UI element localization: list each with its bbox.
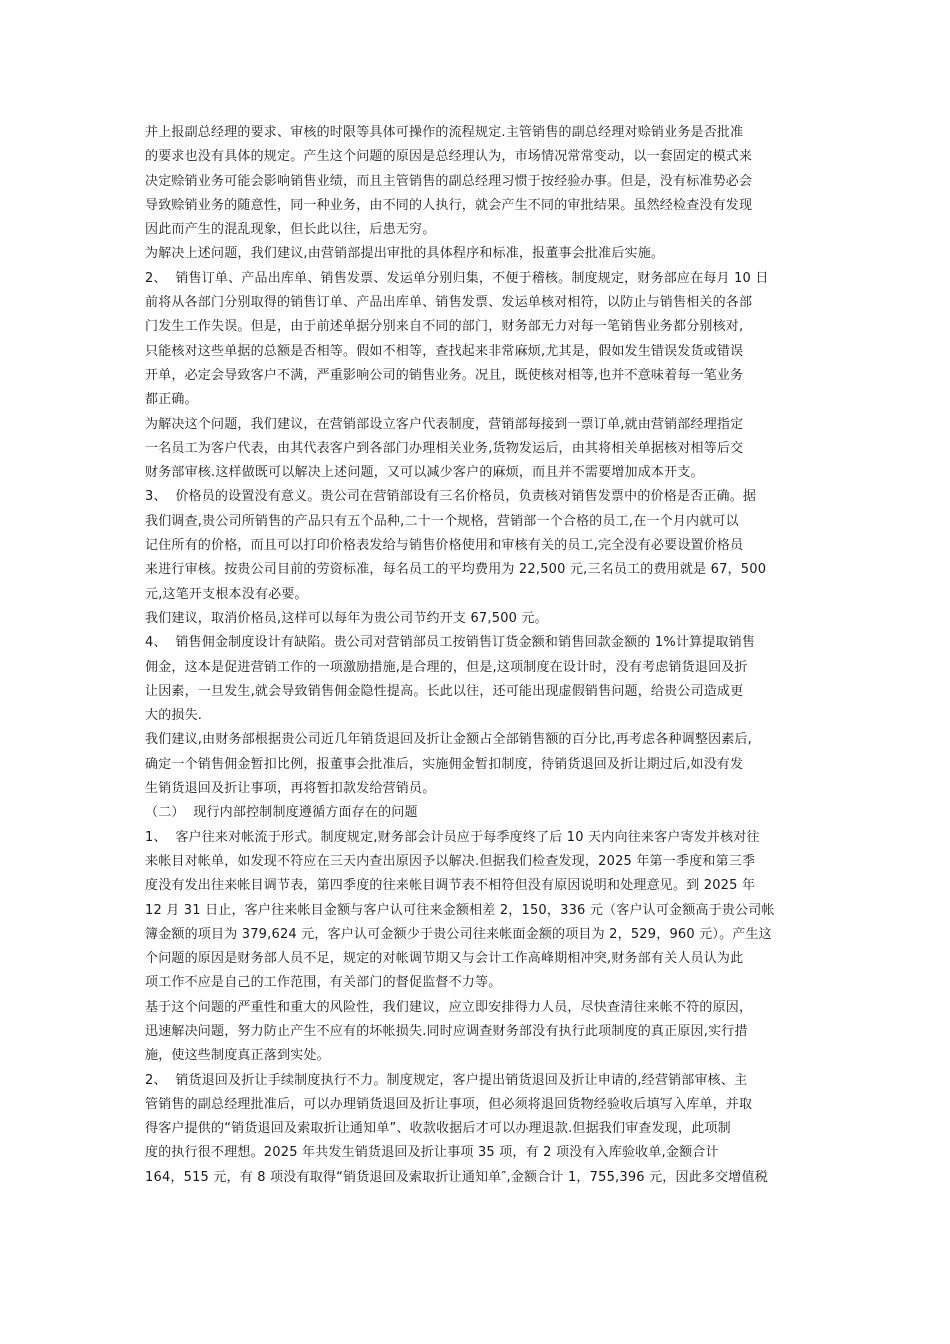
text-line: 的要求也没有具体的规定。产生这个问题的原因是总经理认为，市场情况常常变动，以一套固定的模式来 bbox=[145, 149, 753, 165]
text-line: 个问题的原因是财务部人员不足，规定的对帐调节期又与会计工作高峰期相冲突,财务部有关人员认为此 bbox=[145, 951, 744, 967]
text-line: 元,这笔开支根本没有必要。 bbox=[145, 586, 308, 602]
text-line: 4、 销售佣金制度设计有缺陷。贵公司对营销部员工按销售订货金额和销售回款金额的 1%计算提取销售 bbox=[145, 635, 756, 651]
text-line: 确定一个销售佣金暂扣比例，报董事会批准后，实施佣金暂扣制度，待销货退回及折让期过后,如没有发 bbox=[145, 756, 744, 772]
text-line: 我们建议,由财务部根据贵公司近几年销货退回及折让金额占全部销售额的百分比,再考虑各种调整因素后, bbox=[145, 732, 752, 748]
text-line: 基于这个问题的严重性和重大的风险性，我们建议，应立即安排得力人员，尽快查清往来帐不符的原因， bbox=[145, 999, 753, 1015]
text-line: 12 月 31 日止，客户往来帐目金额与客户认可往来金额相差 2，150，336 元（客户认可金额高于贵公司帐 bbox=[145, 902, 775, 918]
text-line: 2、 销售订单、产品出库单、销售发票、发运单分别归集，不便于稽核。制度规定，财务部应在每月 10 日 bbox=[145, 270, 769, 286]
text-line: 佣金，这本是促进营销工作的一项激励措施,是合理的，但是,这项制度在设计时，没有考虑销货退回及折 bbox=[145, 659, 748, 675]
text-line: 门发生工作失误。但是，由于前述单据分别来自不同的部门，财务部无力对每一笔销售业务都分别核对, bbox=[145, 319, 744, 335]
text-line: 都正确。 bbox=[145, 392, 198, 408]
text-line: 大的损失. bbox=[145, 708, 203, 724]
text-line: 迅速解决问题，努力防止产生不应有的坏帐损失.同时应调查财务部没有执行此项制度的真正原因,实行措 bbox=[145, 1023, 748, 1039]
text-line: 导致赊销业务的随意性，同一种业务，由不同的人执行，就会产生不同的审批结果。虽然经检查没有发现 bbox=[145, 197, 753, 213]
text-line: 施，使这些制度真正落到实处。 bbox=[145, 1048, 330, 1064]
text-line: 得客户提供的“销货退回及索取折让通知单”、收款收据后才可以办理退款.但据我们审查发现，此项制 bbox=[145, 1121, 731, 1137]
text-line: 前将从各部门分别取得的销售订单、产品出库单、销售发票、发运单核对相符，以防止与销售相关的各部 bbox=[145, 295, 753, 311]
text-line: 度没有发出往来帐目调节表，第四季度的往来帐目调节表不相符但没有原因说明和处理意见。到 2025 年 bbox=[145, 878, 756, 894]
text-line: 记住所有的价格，而且可以打印价格表发给与销售价格使用和审核有关的员工,完全没有必要设置价格员 bbox=[145, 538, 744, 554]
text-line: 来帐目对帐单，如发现不符应在三天内查出原因予以解决.但据我们检查发现，2025 年第一季度和第三季 bbox=[145, 853, 756, 869]
text-line: 簿金额的项目为 379,624 元，客户认可金额少于贵公司往来帐面金额的项目为 2，529，960 元）。产生这 bbox=[145, 926, 772, 942]
text-line: 让因素，一旦发生,就会导致销售佣金隐性提高。长此以往，还可能出现虚假销售问题，给贵公司造成更 bbox=[145, 683, 744, 699]
text-line: 开单，必定会导致客户不满，严重影响公司的销售业务。况且，既使核对相等,也并不意味着每一笔业务 bbox=[145, 367, 744, 383]
text-line: 3、 价格员的设置没有意义。贵公司在营销部设有三名价格员，负责核对销售发票中的价格是否正确。据 bbox=[145, 489, 757, 505]
text-line: 我们建议，取消价格员,这样可以每年为贵公司节约开支 67,500 元。 bbox=[145, 610, 548, 626]
text-line: 度的执行很不理想。2025 年共发生销货退回及折让事项 35 项，有 2 项没有入库验收单,金额合计 bbox=[145, 1145, 719, 1161]
text-line: （二） 现行内部控制制度遵循方面存在的问题 bbox=[145, 805, 418, 821]
text-line: 一名员工为客户代表，由其代表客户到各部门办理相关业务,货物发运后，由其将相关单据核对相等后交 bbox=[145, 440, 744, 456]
document-body bbox=[145, 121, 815, 1190]
text-line: 因此而产生的混乱现象，但长此以往，后患无穷。 bbox=[145, 222, 436, 238]
text-line: 生销货退回及折让事项，再将暂扣款发给营销员。 bbox=[145, 781, 436, 797]
text-line: 2、 销货退回及折让手续制度执行不力。制度规定，客户提出销货退回及折让申请的,经营销部审核、主 bbox=[145, 1072, 748, 1088]
text-line: 为解决这个问题，我们建议，在营销部设立客户代表制度，营销部每接到一票订单,就由营销部经理指定 bbox=[145, 416, 744, 432]
text-line: 来进行审核。按贵公司目前的劳资标准，每名员工的平均费用为 22,500 元,三名员工的费用就是 67，500 bbox=[145, 562, 767, 578]
text-line: 164，515 元，有 8 项没有取得“销货退回及索取折让通知单″,金额合计 1，755,396 元，因此多交增值税 bbox=[145, 1169, 768, 1185]
text-line: 只能核对这些单据的总额是否相等。假如不相等，查找起来非常麻烦,尤其是，假如发生错误发货或错误 bbox=[145, 343, 744, 359]
text-line: 决定赊销业务可能会影响销售业绩，而且主管销售的副总经理习惯于按经验办事。但是，没有标准势必会 bbox=[145, 173, 753, 189]
text-line: 为解决上述问题，我们建议,由营销部提出审批的具体程序和标准，报董事会批准后实施。 bbox=[145, 246, 665, 262]
text-line: 并上报副总经理的要求、审核的时限等具体可操作的流程规定.主管销售的副总经理对赊销业务是否批准 bbox=[145, 125, 744, 140]
text-line: 我们调查,贵公司所销售的产品只有五个品种,二十一个规格，营销部一个合格的员工,在一个月内就可以 bbox=[145, 513, 739, 529]
text-line: 项工作不应是自己的工作范围，有关部门的督促监督不力等。 bbox=[145, 975, 502, 991]
text-line: 财务部审核.这样做既可以解决上述问题，又可以减少客户的麻烦，而且并不需要增加成本开支。 bbox=[145, 465, 704, 481]
text-line: 管销售的副总经理批准后，可以办理销货退回及折让事项，但必须将退回货物经验收后填写入库单，并取 bbox=[145, 1096, 753, 1112]
text-line: 1、 客户往来对帐流于形式。制度规定,财务部会计员应于每季度终了后 10 天内向往来客户寄发并核对往 bbox=[145, 829, 760, 845]
